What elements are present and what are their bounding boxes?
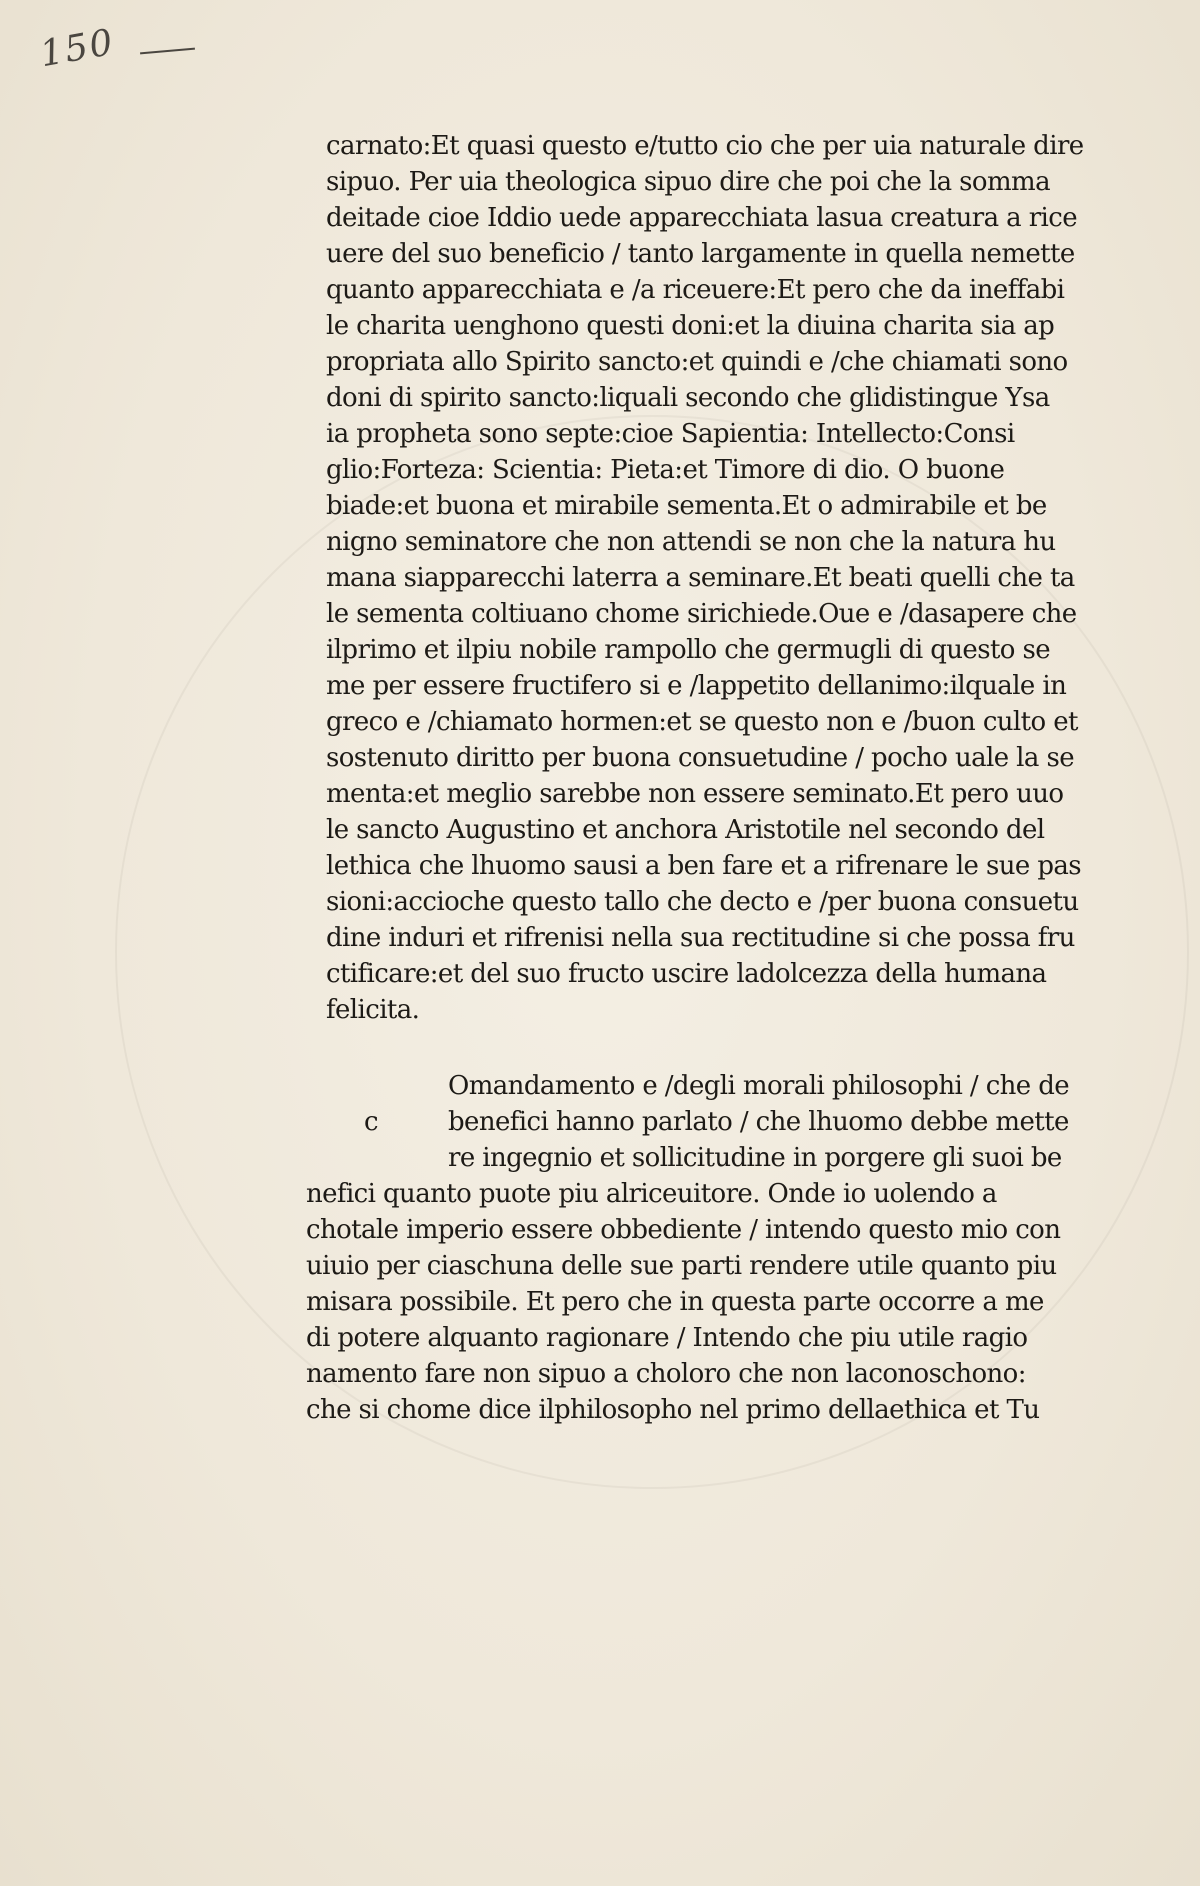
text-line: che si chome dice ilphilosopho nel primo dellaethica et Tu [306, 1395, 1040, 1425]
text-line: glio:Forteza: Scientia: Pieta:et Timore di dio. O buone [326, 455, 1005, 485]
initial-guide-letter: c [364, 1107, 379, 1137]
text-line: menta:et meglio sarebbe non essere seminato.Et pero uuo [326, 779, 1064, 809]
text-line: doni di spirito sancto:liquali secondo che glidistingue Ysa [326, 383, 1050, 413]
text-line: le charita uenghono questi doni:et la diuina charita sia ap [326, 311, 1055, 341]
main-text-block [326, 128, 1116, 1028]
text-line: uiuio per ciaschuna delle sue parti rendere utile quanto piu [306, 1251, 1057, 1281]
text-line: ctificare:et del suo fructo uscire ladolcezza della humana [326, 959, 1047, 989]
text-line: me per essere fructifero si e /lappetito dellanimo:ilquale in [326, 671, 1067, 701]
text-line: re ingegnio et sollicitudine in porgere gli suoi be [448, 1143, 1062, 1173]
text-line: misara possibile. Et pero che in questa parte occorre a me [306, 1287, 1044, 1317]
text-line: Omandamento e /degli morali philosophi / che de [448, 1071, 1070, 1101]
text-line: ilprimo et ilpiu nobile rampollo che germugli di questo se [326, 635, 1051, 665]
text-line: namento fare non sipuo a choloro che non laconoschono: [306, 1359, 1026, 1389]
text-line: mana siapparecchi laterra a seminare.Et beati quelli che ta [326, 563, 1075, 593]
text-line: propriata allo Spirito sancto:et quindi e /che chiamati sono [326, 347, 1068, 377]
text-line: dine induri et rifrenisi nella sua rectitudine si che possa fru [326, 923, 1075, 953]
text-line: di potere alquanto ragionare / Intendo che piu utile ragio [306, 1323, 1028, 1353]
text-line: benefici hanno parlato / che lhuomo debbe mette [448, 1107, 1069, 1137]
text-line: biade:et buona et mirabile sementa.Et o admirabile et be [326, 491, 1047, 521]
new-section [306, 1068, 1116, 1428]
text-line: sioni:accioche questo tallo che decto e /per buona consuetu [326, 887, 1079, 917]
text-line: le sementa coltiuano chome sirichiede.Oue e /dasapere che [326, 599, 1077, 629]
text-line: sostenuto diritto per buona consuetudine / pocho uale la se [326, 743, 1074, 773]
text-line: quanto apparecchiata e /a riceuere:Et pero che da ineffabi [326, 275, 1065, 305]
text-line: le sancto Augustino et anchora Aristotile nel secondo del [326, 815, 1045, 845]
folio-dash [140, 48, 195, 55]
text-line: greco e /chiamato hormen:et se questo non e /buon culto et [326, 707, 1078, 737]
text-line: carnato:Et quasi questo e/tutto cio che per uia naturale dire [326, 131, 1084, 161]
text-line: uere del suo beneficio / tanto largamente in quella nemette [326, 239, 1075, 269]
text-line: nefici quanto puote piu alriceuitore. Onde io uolendo a [306, 1179, 997, 1209]
text-line: lethica che lhuomo sausi a ben fare et a rifrenare le sue pas [326, 851, 1082, 881]
text-line: deitade cioe Iddio uede apparecchiata lasua creatura a rice [326, 203, 1077, 233]
text-line: sipuo. Per uia theologica sipuo dire che poi che la somma [326, 167, 1050, 197]
text-line: chotale imperio essere obbediente / intendo questo mio con [306, 1215, 1061, 1245]
text-line: ia propheta sono septe:cioe Sapientia: Intellecto:Consi [326, 419, 1015, 449]
text-line: felicita. [326, 995, 420, 1025]
section-lines [306, 1176, 1116, 1428]
indented-lines [306, 1068, 1116, 1176]
folio-number [37, 21, 200, 78]
folio-number-text: 150 [37, 21, 118, 76]
text-line: nigno seminatore che non attendi se non che la natura hu [326, 527, 1056, 557]
